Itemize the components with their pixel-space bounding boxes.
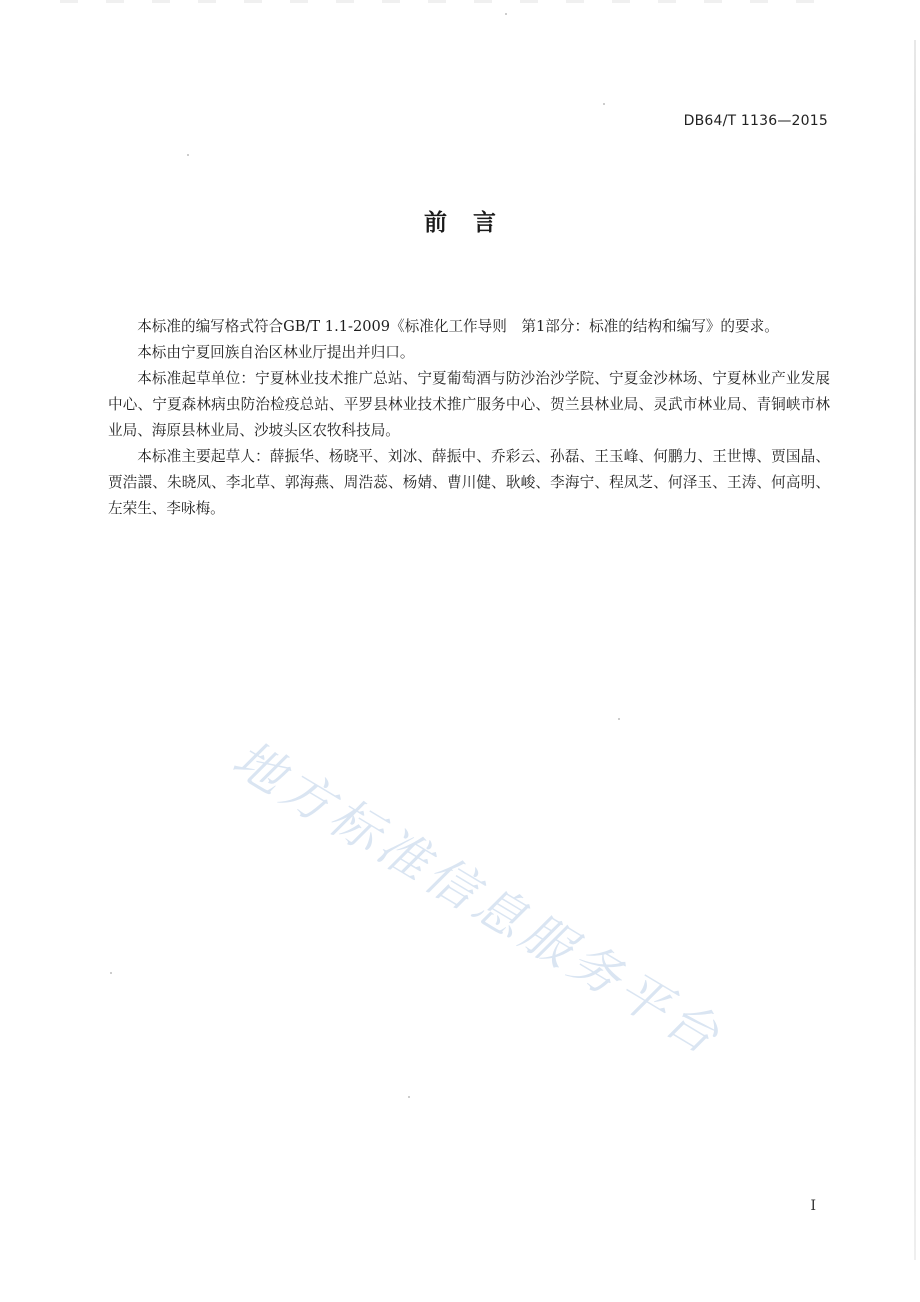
scan-speck	[187, 154, 189, 156]
scan-speck	[603, 103, 605, 105]
title-char-2: 言	[473, 210, 496, 236]
scan-speck	[618, 718, 620, 720]
paragraph-drafting-units: 本标准起草单位：宁夏林业技术推广总站、宁夏葡萄酒与防沙治沙学院、宁夏金沙林场、宁夏林业产业发展中心、宁夏森林病虫防治检疫总站、平罗县林业技术推广服务中心、贺兰县林业局、灵武市林业局、青铜峡市林业局、海原县林业局、沙坡头区农牧科技局。	[108, 370, 830, 439]
page-title	[0, 204, 920, 237]
scan-speck	[110, 972, 112, 974]
scan-speck	[505, 13, 507, 15]
paragraph-drafters: 本标准主要起草人：薛振华、杨晓平、刘冰、薛振中、乔彩云、孙磊、王玉峰、何鹏力、王世博、贾国晶、贾浩譞、朱晓凤、李北草、郭海燕、周浩蕊、杨婧、曹川健、耿峻、李海宁、程凤芝、何泽玉、王涛、何高明、左荣生、李咏梅。	[108, 448, 830, 517]
paragraph-proposer: 本标由宁夏回族自治区林业厅提出并归口。	[137, 344, 415, 361]
watermark: 地方标准信息服务平台	[222, 729, 733, 1068]
scan-edge-noise	[60, 0, 840, 3]
scan-speck	[408, 1096, 410, 1098]
page-number: I	[810, 1198, 816, 1214]
standard-code: DB64/T 1136—2015	[683, 113, 828, 129]
paragraph-format: 本标准的编写格式符合GB/T 1.1-2009《标准化工作导则 第1部分：标准的结构和编写》的要求。	[137, 318, 779, 335]
foreword-body	[108, 314, 830, 522]
title-char-1: 前	[424, 210, 447, 236]
